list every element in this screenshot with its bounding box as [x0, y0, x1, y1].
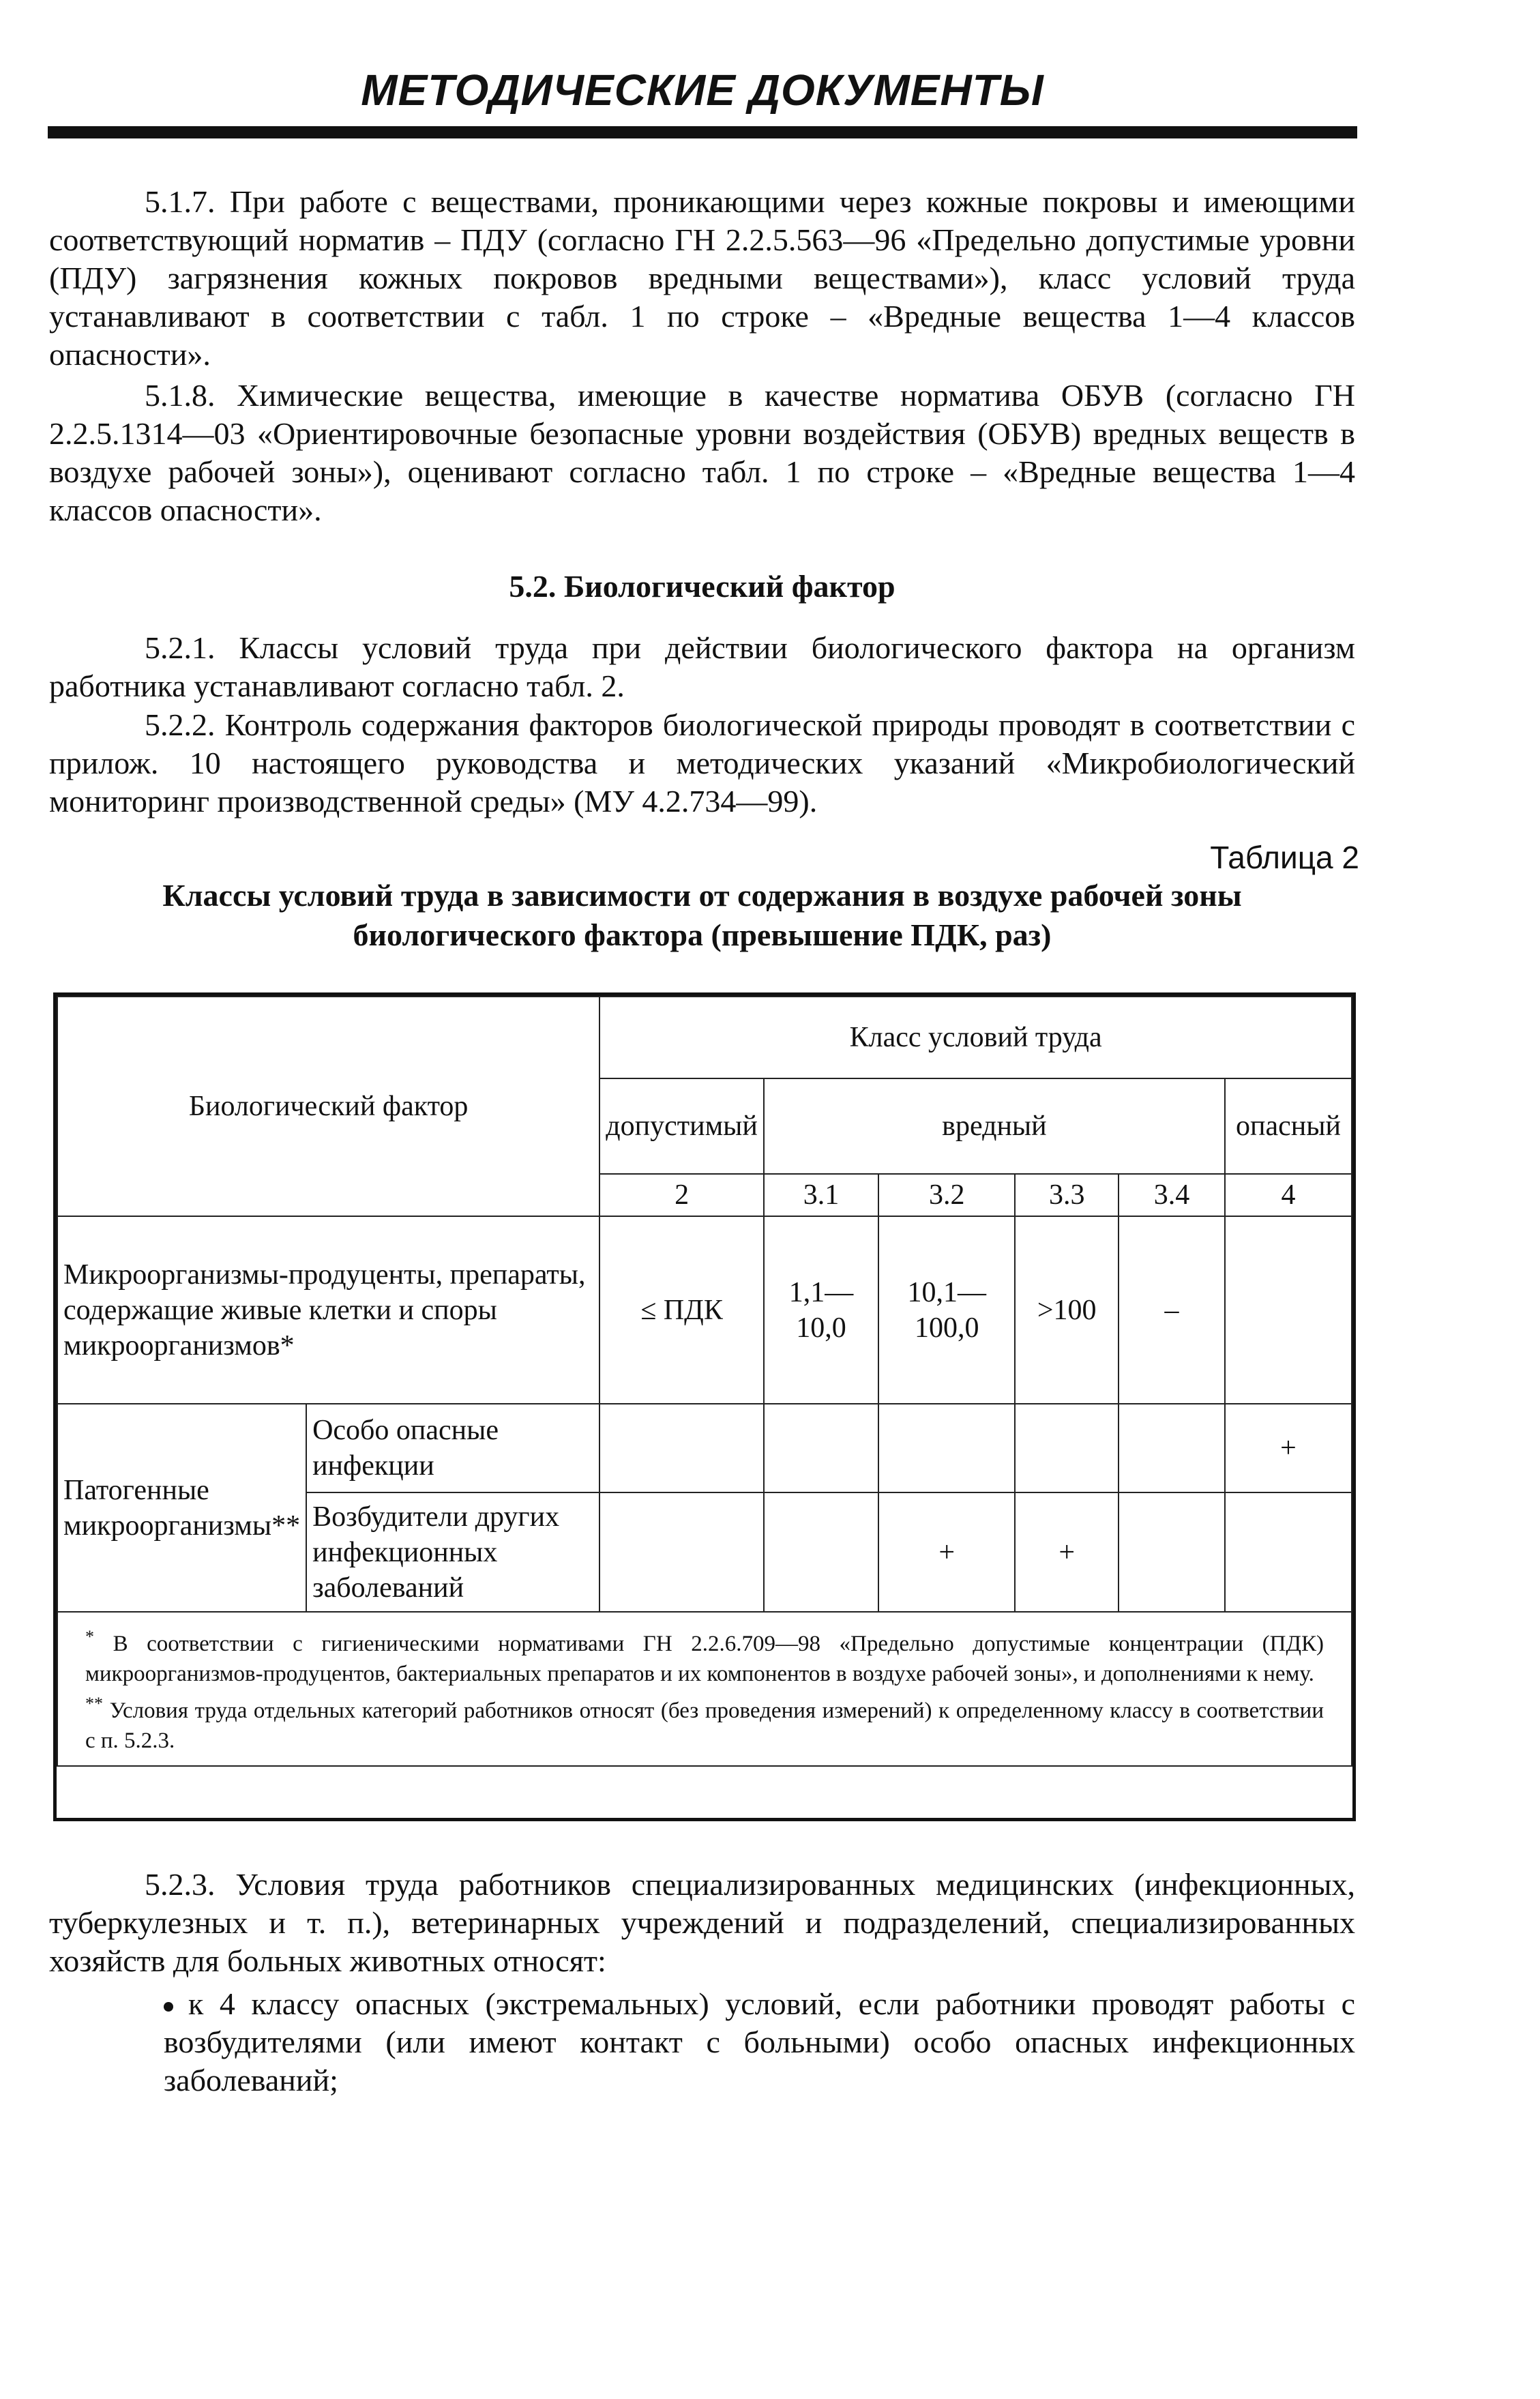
row-producers-c34: –: [1119, 1216, 1225, 1404]
section-heading: 5.2. Биологический фактор: [509, 569, 895, 604]
table-2: [53, 992, 1356, 1821]
row-dangerous-infections-name: Особо опасные инфекции: [306, 1404, 599, 1492]
row-other-infections-name: Возбудители других инфекционных заболеваний: [306, 1492, 599, 1612]
row-dangerous-c2: [599, 1404, 764, 1492]
row-other-c4: [1225, 1492, 1352, 1612]
row-dangerous-c4: +: [1225, 1404, 1352, 1492]
footnote-1-mark: *: [85, 1627, 94, 1647]
table-title-line-1: Классы условий труда в зависимости от содержания в воздухе рабочей зоны: [162, 878, 1242, 913]
row-producers-c33: >100: [1015, 1216, 1119, 1404]
header-class: Класс условий труда: [599, 997, 1352, 1078]
row-other-c34: [1119, 1492, 1225, 1612]
header-class-3-4: 3.4: [1119, 1174, 1225, 1216]
paragraph-5-2-2: 5.2.2. Контроль содержания факторов биологической природы проводят в соответствии с прилож. 10 настоящего руководства и методических указаний «Микробиологический мониторинг производственной среды» (МУ 4.2.734—99).: [49, 707, 1355, 819]
header-class-4: 4: [1225, 1174, 1352, 1216]
header-factor: Биологический фактор: [57, 997, 599, 1216]
row-other-c32: +: [878, 1492, 1015, 1612]
header-rule: [48, 126, 1357, 138]
footnote-2: ** Условия труда отдельных категорий работников относят (без проведения измерений) к определенному классу в соответствии с п. 5.2.3.: [85, 1694, 1324, 1753]
header-class-3-2: 3.2: [878, 1174, 1015, 1216]
header-class-2: 2: [599, 1174, 764, 1216]
row-other-c33: +: [1015, 1492, 1119, 1612]
row-producers-c32: 10,1—100,0: [878, 1216, 1015, 1404]
header-allowed: допустимый: [599, 1078, 764, 1174]
row-dangerous-c31: [764, 1404, 878, 1492]
footnote-2-mark: **: [85, 1694, 103, 1713]
row-dangerous-c33: [1015, 1404, 1119, 1492]
row-producers-name: Микроорганизмы-продуценты, препараты, содержащие живые клетки и споры микроорганизмов*: [57, 1216, 599, 1404]
row-producers-c2: ≤ ПДК: [599, 1216, 764, 1404]
header-class-3-1: 3.1: [764, 1174, 878, 1216]
table-title: [49, 876, 1355, 955]
bullet-dot: [164, 2002, 173, 2012]
row-other-c31: [764, 1492, 878, 1612]
bullet-item-1: к 4 классу опасных (экстремальных) условий, если работники проводят работы с возбудителями (или имеют контакт с больными) особо опасных инфекционных заболеваний;: [164, 1986, 1355, 2098]
paragraph-5-2-1: 5.2.1. Классы условий труда при действии биологического фактора на организм работника устанавливают согласно табл. 2.: [49, 630, 1355, 703]
row-pathogens-group: Патогенные микроорганизмы**: [57, 1404, 306, 1612]
row-producers-c4: [1225, 1216, 1352, 1404]
paragraph-5-2-3: 5.2.3. Условия труда работников специализированных медицинских (инфекционных, туберкулезных и т. п.), ветеринарных учреждений и подразделений, специализированных хозяйств для больных животных относят:: [49, 1867, 1355, 1978]
table-label: Таблица 2: [1210, 840, 1359, 875]
page-header-title: МЕТОДИЧЕСКИЕ ДОКУМЕНТЫ: [361, 65, 1044, 115]
header-dangerous: опасный: [1225, 1078, 1352, 1174]
row-producers-c31: 1,1—10,0: [764, 1216, 878, 1404]
footnote-1: * В соответствии с гигиеническими нормативами ГН 2.2.6.709—98 «Предельно допустимые концентрации (ПДК) микроорганизмов-продуцентов, бактериальных препаратов и их компонентов в воздухе рабочей зоны», и дополнениями к нему.: [85, 1627, 1324, 1686]
table-footnotes: [57, 1612, 1352, 1766]
row-dangerous-c34: [1119, 1404, 1225, 1492]
row-other-c2: [599, 1492, 764, 1612]
header-class-3-3: 3.3: [1015, 1174, 1119, 1216]
header-harmful: вредный: [764, 1078, 1225, 1174]
paragraph-5-1-8: 5.1.8. Химические вещества, имеющие в качестве норматива ОБУВ (согласно ГН 2.2.5.1314—03 «Ориентировочные безопасные уровни воздействия (ОБУВ) вредных веществ в воздухе рабочей зоны»), оценивают согласно табл. 1 по строке – «Вредные вещества 1—4 классов опасности».: [49, 378, 1355, 527]
row-dangerous-c32: [878, 1404, 1015, 1492]
table-title-line-2: биологического фактора (превышение ПДК, раз): [353, 917, 1052, 952]
paragraph-5-1-7: 5.1.7. При работе с веществами, проникающими через кожные покровы и имеющими соответствующий норматив – ПДУ (согласно ГН 2.2.5.563—96 «Предельно допустимые уровни (ПДУ) загрязнения кожных покровов вредными веществами»), класс условий труда устанавливают в соответствии с табл. 1 по строке – «Вредные вещества 1—4 классов опасности».: [49, 184, 1355, 372]
